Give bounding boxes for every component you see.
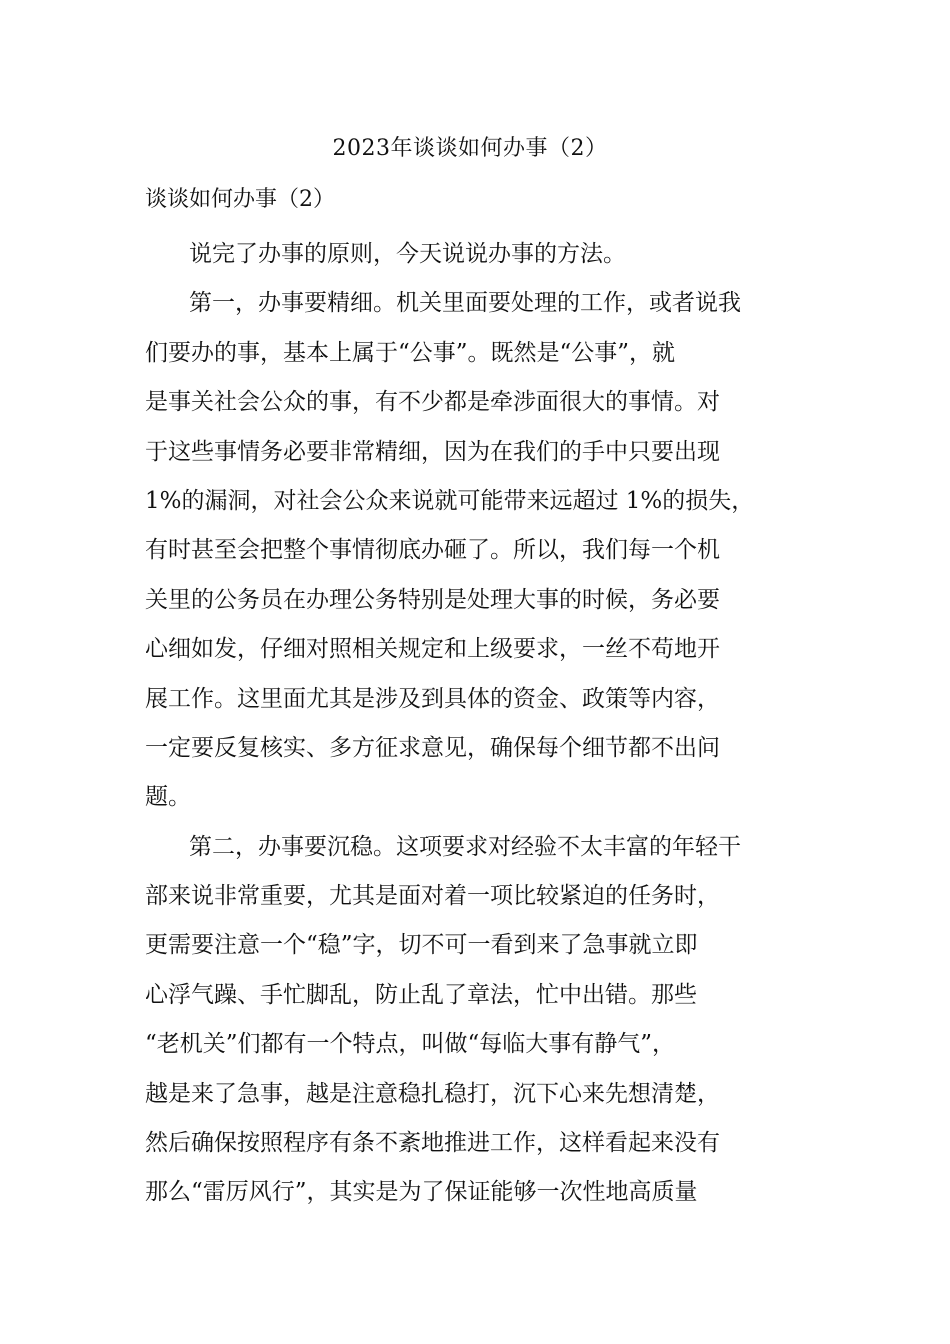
paragraph-line: 部来说非常重要，尤其是面对着一项比较紧迫的任务时， (145, 883, 720, 910)
paragraph-line: 第一，办事要精细。机关里面要处理的工作，或者说我 (189, 290, 741, 317)
paragraph-line: 越是来了急事，越是注意稳扎稳打，沉下心来先想清楚， (145, 1080, 720, 1107)
paragraph-second-point (145, 823, 835, 1218)
paragraph-line: 心浮气躁、手忙脚乱，防止乱了章法，忙中出错。那些 (145, 981, 697, 1008)
paragraph-line: 一定要反复核实、多方征求意见，确保每个细节都不出问 (145, 734, 720, 761)
document-title: 2023年谈谈如何办事（2） (332, 136, 608, 161)
paragraph-line: 题。 (145, 784, 191, 811)
paragraph-line: 于这些事情务必要非常精细，因为在我们的手中只要出现 (145, 438, 720, 465)
paragraph-line: 说完了办事的原则，今天说说办事的方法。 (189, 241, 626, 267)
paragraph-line: 那么“雷厉风行”，其实是为了保证能够一次性地高质量 (145, 1179, 698, 1206)
paragraph-line: 有时甚至会把整个事情彻底办砸了。所以，我们每一个机 (145, 537, 720, 564)
paragraph-line: 心细如发，仔细对照相关规定和上级要求，一丝不苟地开 (145, 636, 720, 663)
paragraph-line: 第二，办事要沉稳。这项要求对经验不太丰富的年轻干 (189, 833, 741, 860)
document-body (145, 230, 835, 1218)
paragraph-line: 更需要注意一个“稳”字，切不可一看到来了急事就立即 (145, 932, 698, 959)
paragraph-line: 1%的漏洞，对社会公众来说就可能带来远超过 1%的损失， (145, 487, 755, 514)
paragraph-intro (145, 230, 835, 279)
paragraph-line: 们要办的事，基本上属于“公事”。既然是“公事”，就 (145, 339, 676, 366)
paragraph-line: 关里的公务员在办理公务特别是处理大事的时候，务必要 (145, 586, 720, 613)
paragraph-line: 是事关社会公众的事，有不少都是牵涉面很大的事情。对 (145, 389, 720, 416)
document-subtitle: 谈谈如何办事（2） (145, 187, 335, 212)
paragraph-line: “老机关”们都有一个特点，叫做“每临大事有静气”， (145, 1031, 676, 1058)
paragraph-first-point (145, 279, 835, 822)
paragraph-line: 然后确保按照程序有条不紊地推进工作，这样看起来没有 (145, 1130, 720, 1157)
paragraph-line: 展工作。这里面尤其是涉及到具体的资金、政策等内容， (145, 685, 720, 712)
